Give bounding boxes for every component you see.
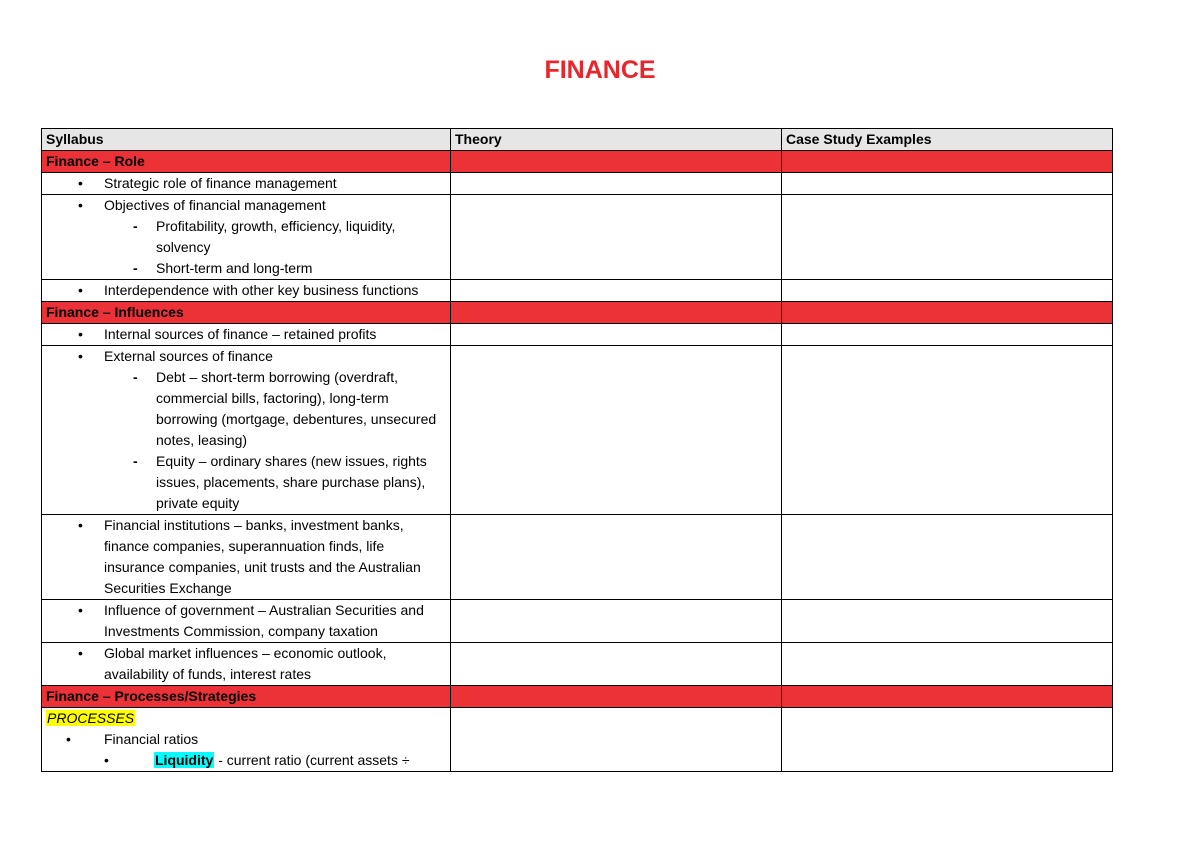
theory-cell[interactable] — [451, 280, 782, 302]
bullet-item: • Strategic role of finance management — [46, 173, 446, 194]
liquidity-highlight: Liquidity — [155, 752, 214, 768]
processes-label: PROCESSES — [47, 710, 135, 726]
section-row-role — [42, 151, 1113, 173]
sub-bullet-item: - Debt – short-term borrowing (overdraft, commercial bills, factoring), long-term borrowing (mortgage, debentures, unsecured notes, leasing) — [46, 367, 446, 451]
section-title: Finance – Influences — [42, 302, 451, 324]
table-row — [42, 195, 1113, 280]
bullet-item: • Objectives of financial management — [46, 195, 446, 216]
bullet-item: • Global market influences – economic outlook, availability of funds, interest rates — [46, 643, 446, 685]
case-cell[interactable] — [782, 643, 1113, 686]
theory-cell[interactable] — [451, 324, 782, 346]
case-cell[interactable] — [782, 515, 1113, 600]
sub-bullet-item — [46, 750, 446, 771]
case-cell[interactable] — [782, 195, 1113, 280]
section-row-processes — [42, 686, 1113, 708]
bullet-item: • Financial institutions – banks, investment banks, finance companies, superannuation finds, life insurance companies, unit trusts and the Australian Securities Exchange — [46, 515, 446, 599]
case-cell[interactable] — [782, 600, 1113, 643]
header-case-study: Case Study Examples — [782, 129, 1113, 151]
section-title: Finance – Processes/Strategies — [42, 686, 451, 708]
bullet-item: • Internal sources of finance – retained profits — [46, 324, 446, 345]
theory-cell[interactable] — [451, 643, 782, 686]
table-row — [42, 600, 1113, 643]
table-header-row — [42, 129, 1113, 151]
theory-cell[interactable] — [451, 195, 782, 280]
header-syllabus: Syllabus — [42, 129, 451, 151]
bullet-item: • Financial ratios — [46, 729, 446, 750]
theory-cell[interactable] — [451, 346, 782, 515]
case-cell[interactable] — [782, 346, 1113, 515]
header-theory: Theory — [451, 129, 782, 151]
section-title: Finance – Role — [42, 151, 451, 173]
table-row — [42, 280, 1113, 302]
bullet-item: • External sources of finance — [46, 346, 446, 367]
bullet-item: • Influence of government – Australian Securities and Investments Commission, company taxation — [46, 600, 446, 642]
bullet-item: • Interdependence with other key business functions — [46, 280, 446, 301]
table-row — [42, 324, 1113, 346]
case-cell[interactable] — [782, 324, 1113, 346]
table-row — [42, 346, 1113, 515]
case-cell[interactable] — [782, 173, 1113, 195]
sub-bullet-item: - Profitability, growth, efficiency, liquidity, solvency — [46, 216, 446, 258]
sub-bullet-item: - Short-term and long-term — [46, 258, 446, 279]
case-cell[interactable] — [782, 708, 1113, 772]
theory-cell[interactable] — [451, 708, 782, 772]
table-row — [42, 643, 1113, 686]
liquidity-text: - current ratio (current assets ÷ — [214, 752, 410, 768]
table-row — [42, 515, 1113, 600]
syllabus-table — [41, 128, 1113, 772]
table-row — [42, 173, 1113, 195]
page-title: FINANCE — [544, 56, 656, 84]
theory-cell[interactable] — [451, 173, 782, 195]
case-cell[interactable] — [782, 280, 1113, 302]
table-row — [42, 708, 1113, 772]
section-row-influences — [42, 302, 1113, 324]
sub-bullet-item: - Equity – ordinary shares (new issues, rights issues, placements, share purchase plans), private equity — [46, 451, 446, 514]
theory-cell[interactable] — [451, 600, 782, 643]
theory-cell[interactable] — [451, 515, 782, 600]
